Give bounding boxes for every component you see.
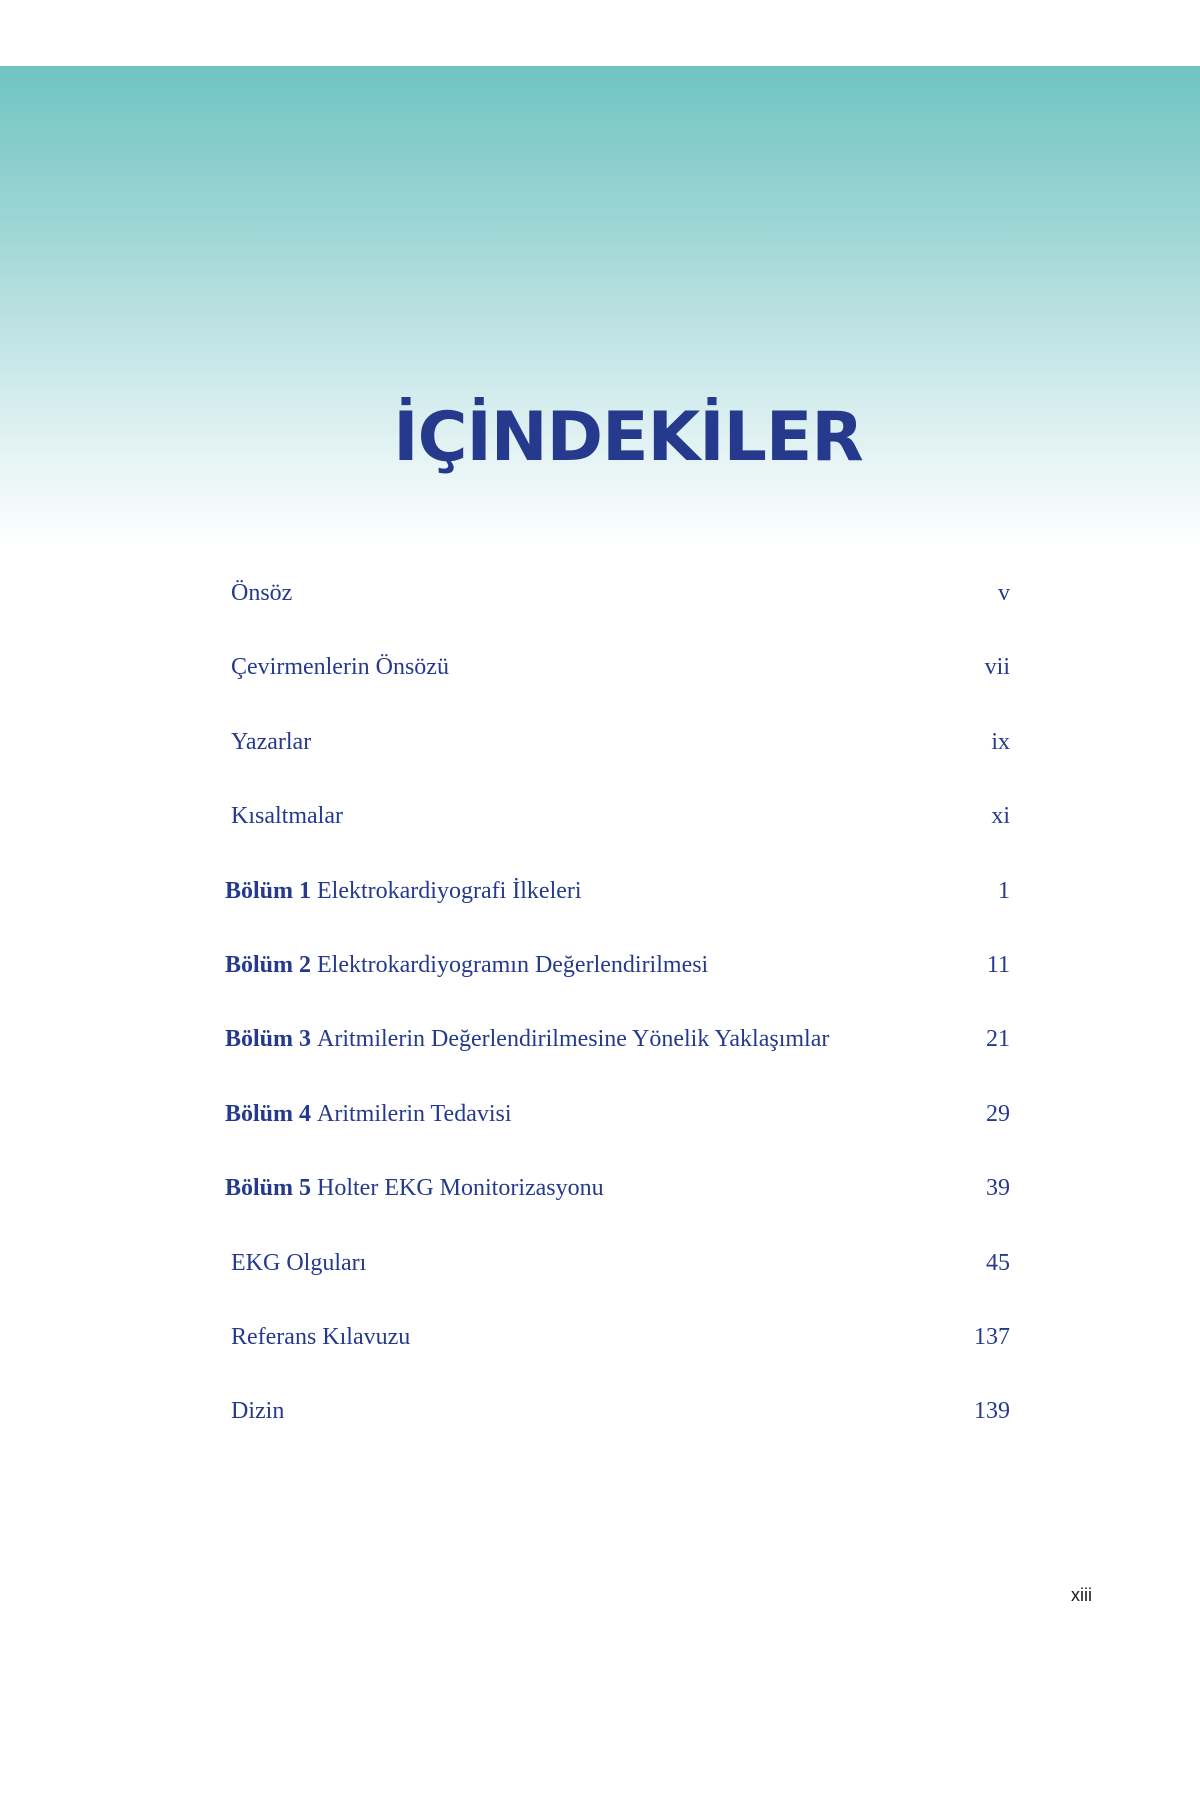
- toc-page-number: ix: [991, 728, 1010, 755]
- toc-entry-text: [225, 1026, 829, 1053]
- page-number: xiii: [1071, 1585, 1092, 1605]
- toc-entry-onsoz[interactable]: [225, 580, 1010, 654]
- toc-entry-label: Yazarlar: [231, 728, 312, 755]
- toc-entry-text: [225, 1101, 512, 1128]
- toc-entry-referans-kilavuzu[interactable]: [225, 1324, 1010, 1398]
- toc-entry-text: [225, 1250, 366, 1277]
- toc-page-number: vii: [984, 654, 1010, 681]
- toc-entry-label: Kısaltmalar: [231, 803, 343, 830]
- toc-entry-bolum-4[interactable]: [225, 1101, 1010, 1175]
- toc-entry-label: Önsöz: [231, 580, 293, 606]
- toc-chapter-label: Bölüm 4: [225, 1100, 312, 1127]
- toc-entry-label: Elektrokardiyogramın Değerlendirilmesi: [317, 951, 709, 978]
- toc-entry-text: [225, 1324, 410, 1351]
- toc-entry-yazarlar[interactable]: [225, 729, 1010, 803]
- toc-page-number: v: [998, 580, 1010, 606]
- toc-page-number: 139: [974, 1398, 1010, 1425]
- toc-page-number: 11: [986, 951, 1010, 978]
- toc-page-number: 21: [986, 1026, 1010, 1053]
- toc-page-number: 29: [986, 1100, 1010, 1127]
- table-of-contents: [225, 580, 1010, 1473]
- toc-entry-text: [225, 1398, 284, 1425]
- toc-entry-bolum-3[interactable]: [225, 1026, 1010, 1100]
- toc-page-number: 1: [998, 877, 1010, 904]
- toc-entry-bolum-2[interactable]: [225, 952, 1010, 1026]
- toc-entry-text: [225, 952, 708, 979]
- toc-page-number: 137: [974, 1323, 1010, 1350]
- toc-page-number: xi: [991, 803, 1010, 830]
- toc-entry-label: Aritmilerin Değerlendirilmesine Yönelik Yaklaşımlar: [317, 1026, 830, 1053]
- toc-entry-text: [225, 654, 449, 681]
- toc-entry-ekg-olgulari[interactable]: [225, 1250, 1010, 1324]
- toc-entry-text: [225, 1175, 604, 1202]
- toc-chapter-label: Bölüm 1: [225, 877, 312, 904]
- toc-entry-bolum-1[interactable]: [225, 878, 1010, 952]
- toc-entry-text: [225, 878, 582, 905]
- toc-entry-text: [225, 803, 343, 830]
- toc-page-number: 39: [986, 1175, 1010, 1202]
- toc-entry-text: [225, 580, 292, 607]
- toc-entry-label: Elektrokardiyografi İlkeleri: [317, 877, 582, 904]
- toc-entry-bolum-5[interactable]: [225, 1175, 1010, 1249]
- toc-entry-label: Çevirmenlerin Önsözü: [231, 654, 449, 681]
- toc-chapter-label: Bölüm 5: [225, 1175, 312, 1202]
- toc-entry-text: [225, 729, 311, 756]
- toc-entry-label: Aritmilerin Tedavisi: [317, 1100, 512, 1127]
- toc-chapter-label: Bölüm 2: [225, 951, 312, 978]
- toc-entry-cevirmenlerin-onsozu[interactable]: [225, 654, 1010, 728]
- toc-entry-kisaltmalar[interactable]: [225, 803, 1010, 877]
- toc-entry-label: Referans Kılavuzu: [231, 1323, 411, 1350]
- toc-entry-label: EKG Olguları: [231, 1249, 367, 1276]
- page-title: İÇİNDEKİLER: [393, 398, 863, 477]
- toc-chapter-label: Bölüm 3: [225, 1026, 312, 1053]
- toc-page-number: 45: [986, 1249, 1010, 1276]
- toc-entry-label: Holter EKG Monitorizasyonu: [317, 1175, 604, 1202]
- toc-entry-label: Dizin: [231, 1398, 285, 1425]
- toc-entry-dizin[interactable]: [225, 1398, 1010, 1472]
